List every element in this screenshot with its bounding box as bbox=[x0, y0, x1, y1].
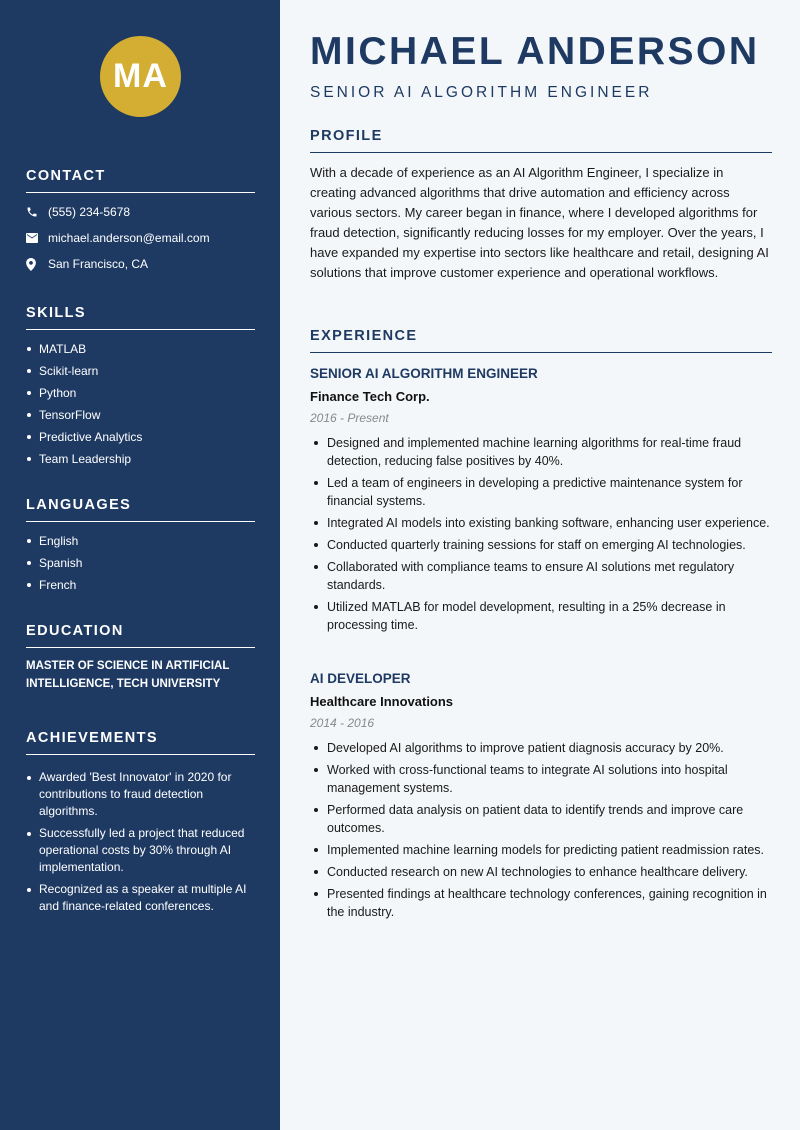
achievements-list bbox=[26, 769, 255, 915]
job-bullets bbox=[310, 434, 772, 634]
phone-text: (555) 234-5678 bbox=[48, 205, 131, 219]
mail-icon bbox=[26, 233, 48, 243]
contact-section bbox=[26, 168, 255, 277]
languages-section bbox=[26, 497, 255, 596]
education-section bbox=[26, 623, 255, 693]
skills-section bbox=[26, 305, 255, 470]
job-bullet: Worked with cross-functional teams to integrate AI solutions into hospital management systems. bbox=[310, 761, 772, 797]
languages-heading: LANGUAGES bbox=[26, 497, 255, 522]
sidebar bbox=[0, 0, 280, 1130]
contact-heading: CONTACT bbox=[26, 168, 255, 193]
job-bullet: Led a team of engineers in developing a predictive maintenance system for financial systems. bbox=[310, 474, 772, 510]
profile-heading: PROFILE bbox=[310, 128, 772, 153]
job-entry bbox=[310, 671, 772, 925]
achievements-section bbox=[26, 730, 255, 920]
job-bullet: Implemented machine learning models for predicting patient readmission rates. bbox=[310, 841, 772, 859]
contact-email bbox=[26, 225, 255, 251]
candidate-title: SENIOR AI ALGORITHM ENGINEER bbox=[310, 84, 653, 101]
email-text: michael.anderson@email.com bbox=[48, 231, 210, 245]
job-bullet: Collaborated with compliance teams to ensure AI solutions met regulatory standards. bbox=[310, 558, 772, 594]
candidate-name: MICHAEL ANDERSON bbox=[310, 30, 760, 73]
language-item: English bbox=[26, 530, 255, 552]
education-degree: MASTER OF SCIENCE IN ARTIFICIAL INTELLIGENCE, TECH UNIVERSITY bbox=[26, 660, 230, 690]
skill-item: Scikit-learn bbox=[26, 360, 255, 382]
job-bullets bbox=[310, 739, 772, 921]
job-bullet: Performed data analysis on patient data to identify trends and improve care outcomes. bbox=[310, 801, 772, 837]
avatar: MA bbox=[100, 36, 181, 117]
skills-list bbox=[26, 338, 255, 470]
phone-icon bbox=[26, 206, 48, 218]
achievement-item: Recognized as a speaker at multiple AI and finance-related conferences. bbox=[26, 881, 255, 915]
job-bullet: Conducted research on new AI technologies to enhance healthcare delivery. bbox=[310, 863, 772, 881]
contact-location bbox=[26, 251, 255, 277]
achievement-item: Successfully led a project that reduced operational costs by 30% through AI implementation. bbox=[26, 825, 255, 876]
experience-heading: EXPERIENCE bbox=[310, 328, 772, 353]
job-bullet: Developed AI algorithms to improve patient diagnosis accuracy by 20%. bbox=[310, 739, 772, 757]
job-entry bbox=[310, 366, 772, 638]
job-bullet: Conducted quarterly training sessions for staff on emerging AI technologies. bbox=[310, 536, 772, 554]
achievements-heading: ACHIEVEMENTS bbox=[26, 730, 255, 755]
location-pin-icon bbox=[26, 258, 48, 271]
skills-heading: SKILLS bbox=[26, 305, 255, 330]
job-title: SENIOR AI ALGORITHM ENGINEER bbox=[310, 366, 538, 381]
education-heading: EDUCATION bbox=[26, 623, 255, 648]
skill-item: Team Leadership bbox=[26, 448, 255, 470]
job-dates: 2014 - 2016 bbox=[310, 716, 375, 730]
job-bullet: Integrated AI models into existing banking software, enhancing user experience. bbox=[310, 514, 772, 532]
job-bullet: Presented findings at healthcare technology conferences, gaining recognition in the industry. bbox=[310, 885, 772, 921]
achievement-item: Awarded 'Best Innovator' in 2020 for contributions to fraud detection algorithms. bbox=[26, 769, 255, 820]
job-dates: 2016 - Present bbox=[310, 411, 389, 425]
language-item: French bbox=[26, 574, 255, 596]
job-bullet: Utilized MATLAB for model development, resulting in a 25% decrease in processing time. bbox=[310, 598, 772, 634]
languages-list bbox=[26, 530, 255, 596]
profile-text: With a decade of experience as an AI Algorithm Engineer, I specialize in creating advanced algorithms that drive automation and efficiency across various sectors. My career began in finance, where I developed algorithms for fraud detection, significantly reducing losses for my employer. Over the years, I have expanded my expertise into sectors like healthcare and retail, designing AI solutions that improve customer experience and operational workflows. bbox=[310, 165, 769, 280]
company-name: Healthcare Innovations bbox=[310, 694, 454, 709]
skill-item: MATLAB bbox=[26, 338, 255, 360]
skill-item: Predictive Analytics bbox=[26, 426, 255, 448]
skill-item: Python bbox=[26, 382, 255, 404]
language-item: Spanish bbox=[26, 552, 255, 574]
company-name: Finance Tech Corp. bbox=[310, 389, 430, 404]
skill-item: TensorFlow bbox=[26, 404, 255, 426]
job-title: AI DEVELOPER bbox=[310, 671, 411, 686]
contact-phone bbox=[26, 199, 255, 225]
job-bullet: Designed and implemented machine learning algorithms for real-time fraud detection, reducing false positives by 40%. bbox=[310, 434, 772, 470]
location-text: San Francisco, CA bbox=[48, 257, 149, 271]
